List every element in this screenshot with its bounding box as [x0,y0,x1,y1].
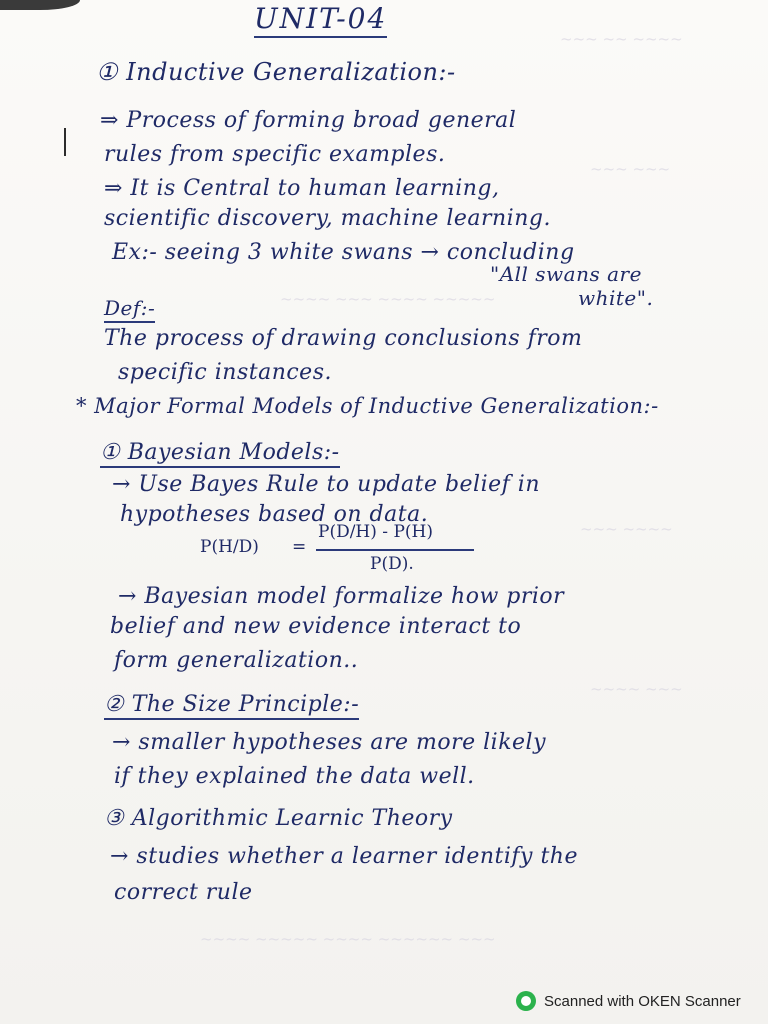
text-line: ⇒ Process of forming broad general [100,108,517,133]
text-line: → Bayesian model formalize how prior [118,584,565,609]
section-heading-formal-models: * Major Formal Models of Inductive Generalization:- [76,394,659,418]
subheading-algorithmic-learning-theory: ③ Algorithmic Learnic Theory [104,806,453,831]
text-line: scientific discovery, machine learning. [104,206,551,231]
text-line: white". [578,286,654,310]
page-corner-shadow [0,0,80,10]
section-heading-inductive-generalization: ① Inductive Generalization:- [96,58,456,86]
page-title: UNIT-04 [254,2,387,35]
text-line: correct rule [114,880,253,905]
oken-scanner-logo-icon [516,991,536,1011]
text-line: belief and new evidence interact to [110,614,522,639]
scanner-watermark [516,990,741,1012]
bleed-through: ~~~ ~~~~ [580,520,673,538]
text-line: form generalization.. [114,648,359,673]
text-line: ⇒ It is Central to human learning, [104,176,500,201]
subheading-size-principle: ② The Size Principle:- [104,692,359,717]
margin-mark [64,128,66,156]
scanner-watermark-text: Scanned with OKEN Scanner [544,992,741,1010]
formula-equals: = [292,537,307,557]
fraction-bar [316,549,474,551]
text-line: "All swans are [490,262,642,286]
text-line: → studies whether a learner identify the [110,844,578,869]
text-line: if they explained the data well. [114,764,475,789]
bleed-through: ~~~ ~~~ [590,160,671,178]
bleed-through: ~~~~ ~~~ ~~~~ ~~~~~ [280,290,496,308]
text-line: → smaller hypotheses are more likely [112,730,547,755]
definition-text: The process of drawing conclusions from [104,326,583,351]
text-line: rules from specific examples. [104,142,446,167]
bleed-through: ~~~~ ~~~~~ ~~~~ ~~~~~~ ~~~ [200,930,496,948]
definition-label: Def:- [104,296,155,320]
text-line: → Use Bayes Rule to update belief in [112,472,540,497]
bleed-through: ~~~~ ~~~ [590,680,683,698]
subheading-bayesian-models: ① Bayesian Models:- [100,440,340,465]
formula-denominator: P(D). [370,554,414,574]
definition-text: specific instances. [118,360,332,385]
formula-numerator: P(D/H) - P(H) [318,522,433,542]
text-line: Ex:- seeing 3 white swans → concluding [112,240,575,265]
formula-lhs: P(H/D) [200,537,259,557]
text-line: hypotheses based on data. [120,502,429,527]
bleed-through: ~~~ ~~ ~~~~ [560,30,683,48]
